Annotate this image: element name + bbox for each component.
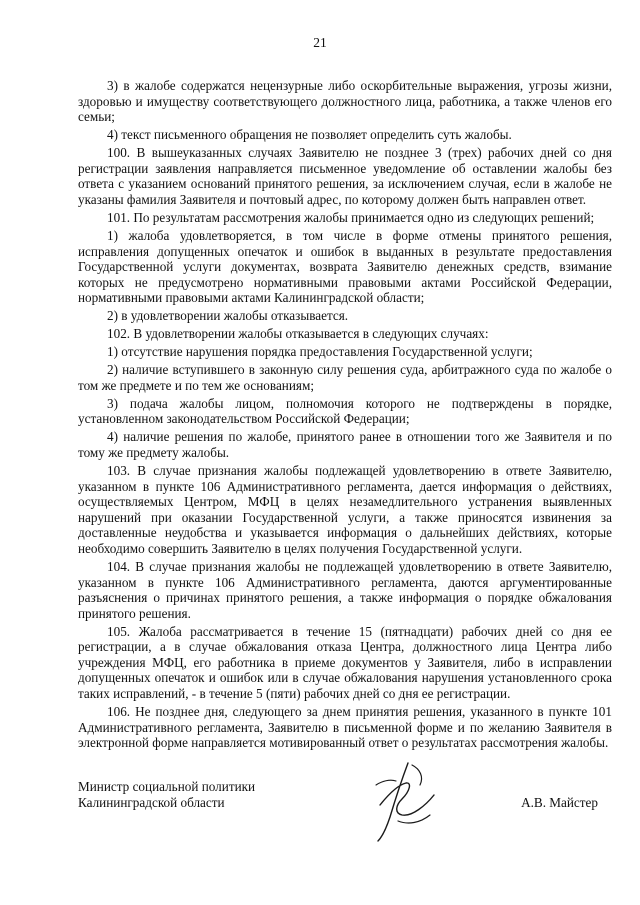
- paragraph-106: 106. Не позднее дня, следующего за днем принятия решения, указанного в пункте 101 Административного регламента, Заявителю в письменной форме и по желанию Заявителя в электронной форме направляется мотивированный ответ о результатах рассмотрения жалобы.: [78, 704, 612, 751]
- paragraph-101: 101. По результатам рассмотрения жалобы принимается одно из следующих решений;: [107, 209, 595, 225]
- paragraph-104: 104. В случае признания жалобы не подлежащей удовлетворению в ответе Заявителю, указанном в пункте 106 Административного регламента, даются аргументированные разъяснения о причинах принятого решения, а также информация о порядке обжалования принятого решения.: [78, 558, 612, 621]
- paragraph-102: 102. В удовлетворении жалобы отказывается в следующих случаях:: [107, 326, 489, 342]
- paragraph-102-item-4: 4) наличие решения по жалобе, принятого ранее в отношении того же Заявителя и по тому же предмету жалобы.: [78, 429, 612, 460]
- paragraph-100: 100. В вышеуказанных случаях Заявителю не позднее 3 (трех) рабочих дней со дня регистрации заявления направляется письменное уведомление об оставлении жалобы без ответа с указанием оснований принятого решения, за исключением случая, если в жалобе не указаны фамилия Заявителя и почтовый адрес, по которому должен быть направлен ответ.: [78, 145, 612, 207]
- page-number: 21: [313, 35, 327, 50]
- paragraph-102-item-1: 1) отсутствие нарушения порядка предоставления Государственной услуги;: [107, 344, 533, 360]
- paragraph-105: 105. Жалоба рассматривается в течение 15 (пятнадцати) рабочих дней со дня ее регистрации, а в случае обжалования отказа Центра, должностного лица Центра либо учреждения МФЦ, его работника в приеме документов у Заявителя, либо в исправлении допущенных опечаток и ошибок или в случае обжалования нарушения установленного срока таких исправлений, - в течение 5 (пяти) рабочих дней со дня ее регистрации.: [78, 623, 612, 702]
- signer-title: [78, 779, 255, 811]
- paragraph-item-4: 4) текст письменного обращения не позволяет определить суть жалобы.: [107, 127, 512, 143]
- paragraph-101-item-2: 2) в удовлетворении жалобы отказывается.: [107, 308, 349, 324]
- signature-block: [78, 775, 612, 835]
- paragraph-102-item-2: 2) наличие вступившего в законную силу решения суда, арбитражного суда по жалобе о том же предмете и по тем же основаниям;: [78, 362, 612, 393]
- paragraph-item-3: 3) в жалобе содержатся нецензурные либо оскорбительные выражения, угрозы жизни, здоровью и имуществу соответствующего должностного лица, работника, а также членов его семьи;: [78, 78, 612, 125]
- paragraph-101-item-1: 1) жалоба удовлетворяется, в том числе в форме отмены принятого решения, исправления допущенных опечаток и ошибок в выданных в результате предоставления Государственной услуги документах, возврата Заявителю денежных средств, взимание которых не предусмотрено нормативными правовыми актами Российской Федерации, нормативными правовыми актами Калининградской области;: [78, 227, 612, 306]
- signer-title-line-2: Калининградской области: [78, 795, 225, 810]
- signer-name: А.В. Майстер: [521, 795, 598, 810]
- signer-title-line-1: Министр социальной политики: [78, 779, 256, 794]
- handwritten-signature-icon: [368, 755, 448, 845]
- paragraph-103: 103. В случае признания жалобы подлежащей удовлетворению в ответе Заявителю, указанном в пункте 106 Административного регламента, дается информация о действиях, осуществляемых Центром, МФЦ в целях незамедлительного устранения выявленных нарушений при оказании Государственной услуги, а также приносятся извинения за доставленные неудобства и указывается информация о дальнейших действиях, которые необходимо совершить Заявителю в целях получения Государственной услуги.: [78, 462, 612, 556]
- paragraph-102-item-3: 3) подача жалобы лицом, полномочия которого не подтверждены в порядке, установленном законодательством Российской Федерации;: [78, 395, 612, 427]
- document-body: [78, 78, 612, 753]
